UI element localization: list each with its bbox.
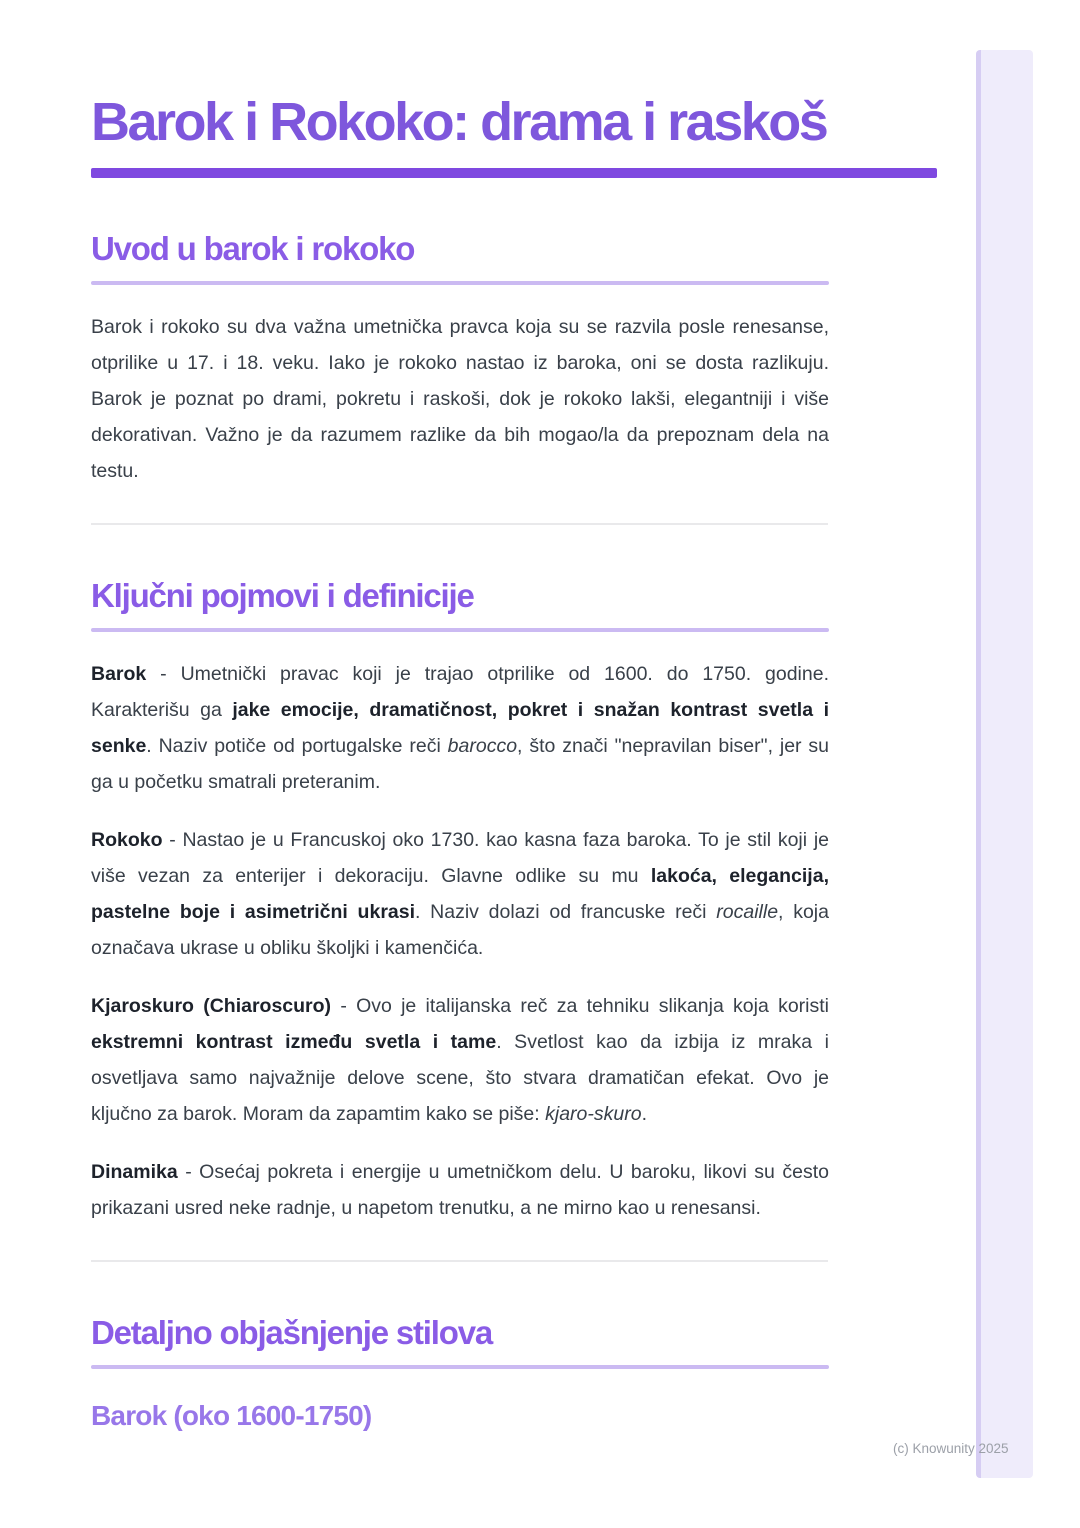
section-uvod — [91, 230, 829, 489]
title-underline-rule — [91, 168, 937, 178]
page-edge-decoration — [976, 50, 1033, 1478]
subsection-heading-barok: Barok (oko 1600-1750) — [91, 1400, 372, 1431]
section-heading-pojmovi: Ključni pojmovi i definicije — [91, 577, 474, 614]
paragraph-term-barok: Barok - Umetnički pravac koji je trajao otprilike od 1600. do 1750. godine. Karakterišu ga jake emocije, dramatičnost, pokret i snažan kontrast svetla i senke. Naziv potiče od portugalske reči barocco, što znači "nepravilan biser", jer su ga u početku smatrali preteranim. — [91, 663, 829, 793]
page-title: Barok i Rokoko: drama i raskoš — [91, 92, 827, 152]
document-page — [91, 92, 829, 1433]
heading-underline-rule — [91, 1365, 829, 1369]
copyright-footer: (c) Knowunity 2025 — [893, 1441, 1009, 1456]
section-heading-uvod: Uvod u barok i rokoko — [91, 230, 415, 267]
paragraph-term-kjaroskuro: Kjaroskuro (Chiaroscuro) - Ovo je italijanska reč za tehniku slikanja koja koristi ekstremni kontrast između svetla i tame. Svetlost kao da izbija iz mraka i osvetljava samo najvažnije delove scene, što stvara dramatičan efekat. Ovo je ključno za barok. Moram da zapamtim kako se piše: kjaro-skuro. — [91, 995, 829, 1125]
heading-underline-rule — [91, 281, 829, 285]
paragraph-intro: Barok i rokoko su dva važna umetnička pravca koja su se razvila posle renesanse, otprilike u 17. i 18. veku. Iako je rokoko nastao iz baroka, oni se dosta razlikuju. Barok je poznat po drami, pokretu i raskoši, dok je rokoko lakši, elegantniji i više dekorativan. Važno je da razumem razlike da bih mogao/la da prepoznam dela na testu. — [91, 316, 829, 482]
paragraph-term-rokoko: Rokoko - Nastao je u Francuskoj oko 1730. kao kasna faza baroka. To je stil koji je više vezan za enterijer i dekoraciju. Glavne odlike su mu lakoća, elegancija, pastelne boje i asimetrični ukrasi. Naziv dolazi od francuske reči rocaille, koja označava ukrase u obliku školjki i kamenčića. — [91, 829, 829, 959]
section-divider — [91, 1260, 828, 1262]
paragraph-term-dinamika: Dinamika - Osećaj pokreta i energije u umetničkom delu. U baroku, likovi su često prikazani usred neke radnje, u napetom trenutku, a ne mirno kao u renesansi. — [91, 1161, 829, 1219]
section-heading-detaljno: Detaljno objašnjenje stilova — [91, 1314, 493, 1351]
section-detaljno — [91, 1314, 829, 1433]
section-divider — [91, 523, 828, 525]
section-pojmovi — [91, 577, 829, 1226]
heading-underline-rule — [91, 628, 829, 632]
